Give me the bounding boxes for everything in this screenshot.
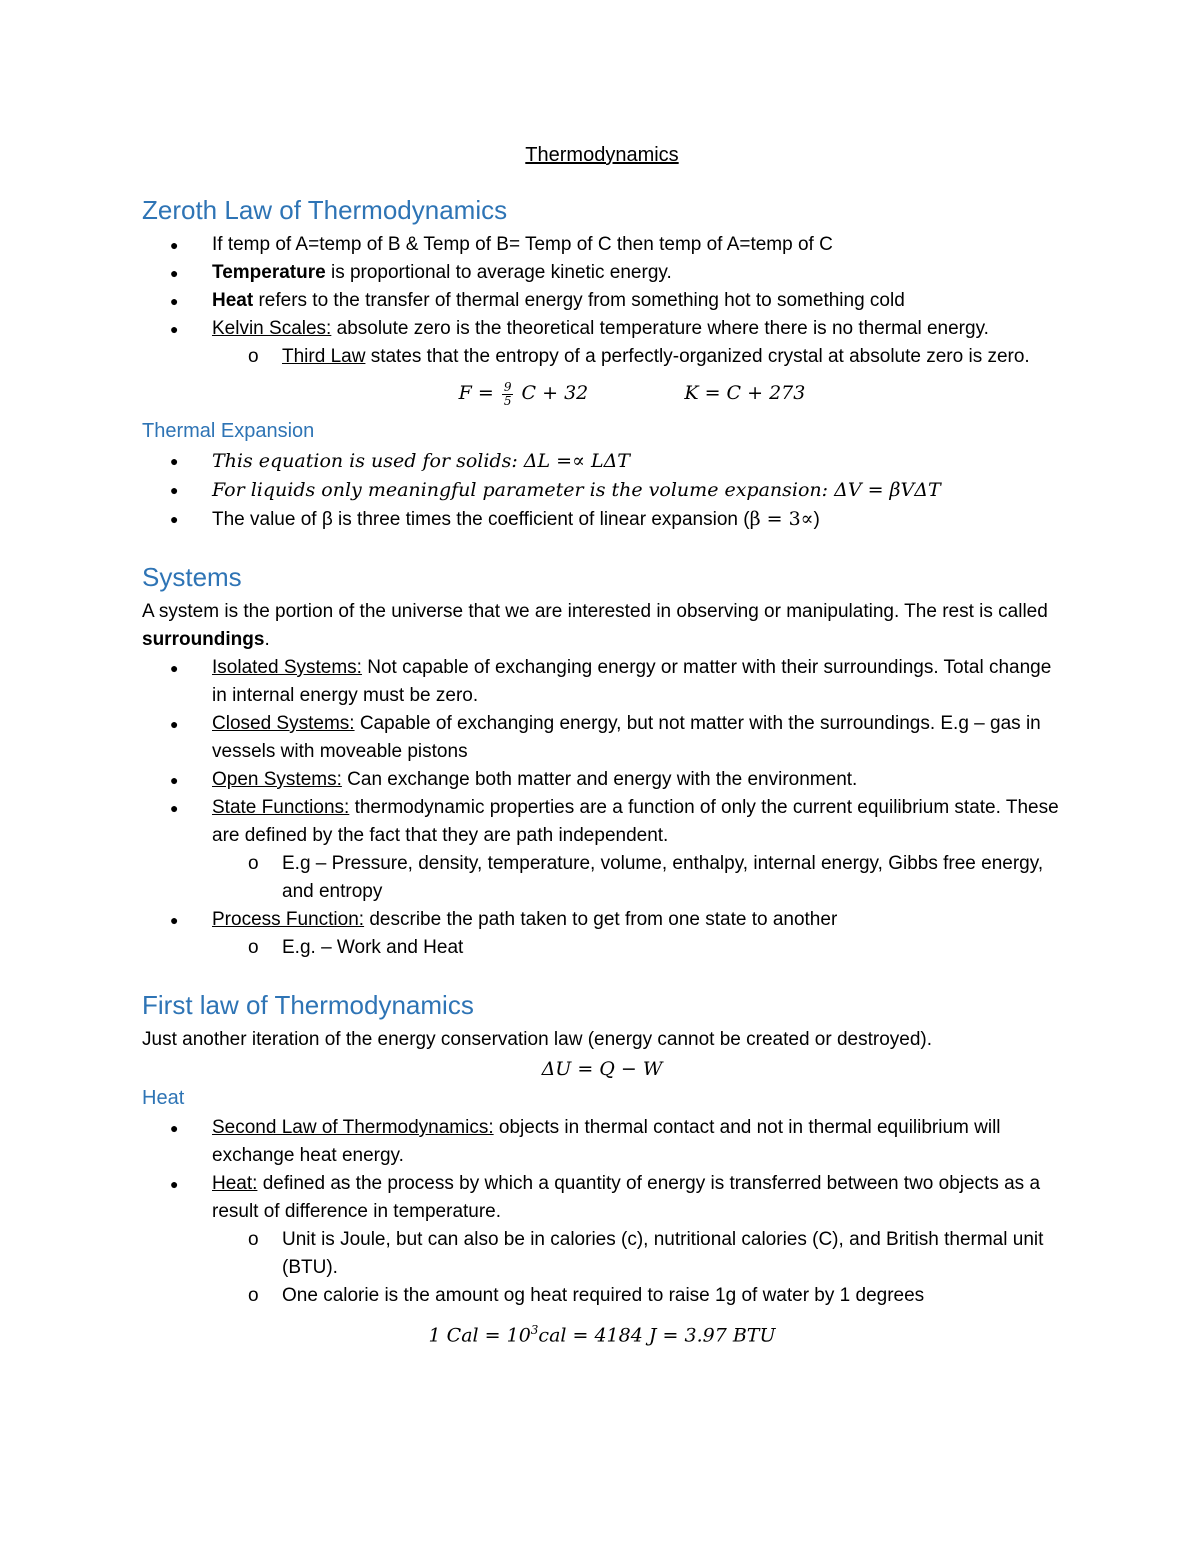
list-item (142, 259, 1062, 287)
sub-list-item: o One calorie is the amount og heat required to raise 1g of water by 1 degrees (212, 1282, 1062, 1310)
list-item (142, 476, 1062, 505)
sub-list (212, 343, 1062, 371)
list-item (142, 654, 1062, 710)
sub-list-item: o Unit is Joule, but can also be in calories (c), nutritional calories (C), and British thermal unit (BTU). (212, 1226, 1062, 1282)
term-process-function: Process Function: (212, 909, 365, 930)
first-law-intro: Just another iteration of the energy conservation law (energy cannot be created or destroyed). (142, 1029, 933, 1050)
sub-list (212, 1226, 1062, 1310)
term-closed-systems: Closed Systems: (212, 713, 355, 734)
systems-list (142, 654, 1062, 962)
equation-kelvin: K = C + 273 (684, 382, 806, 404)
paragraph-text: A system is the portion of the universe that we are interested in observing or manipulating. The rest is called (142, 601, 1048, 622)
list-item (142, 505, 1062, 534)
list-item-text: If temp of A=temp of B & Temp of B= Temp of C then temp of A=temp of C (212, 234, 833, 255)
heading-zeroth-law: Zeroth Law of Thermodynamics (142, 195, 508, 225)
fraction (502, 381, 514, 408)
equation-liquids: For liquids only meaningful parameter is the volume expansion: ΔV = βVΔT (212, 479, 941, 501)
zeroth-law-list (142, 231, 1062, 371)
list-item (142, 794, 1062, 906)
list-item (142, 1114, 1062, 1170)
term-heat-definition: Heat: (212, 1173, 258, 1194)
list-item-text: absolute zero is the theoretical temperature where there is no thermal energy. (331, 318, 989, 339)
temperature-conversion-equations (202, 375, 1062, 411)
equation-exponent: 3 (530, 1323, 539, 1337)
equation-part: C + 32 (521, 382, 589, 404)
document-page (142, 140, 1062, 1355)
fraction-numerator: 9 (503, 379, 512, 394)
term-isolated-systems: Isolated Systems: (212, 657, 362, 678)
list-item (142, 710, 1062, 766)
fraction-denominator: 5 (503, 393, 512, 408)
heading-systems: Systems (142, 562, 242, 592)
list-item-text: refers to the transfer of thermal energy from something hot to something cold (253, 290, 905, 311)
heat-list (142, 1114, 1062, 1310)
list-item-text: states that the entropy of a perfectly-organized crystal at absolute zero is zero. (365, 346, 1030, 367)
list-item-text: Can exchange both matter and energy with the environment. (341, 769, 858, 790)
equation-beta: β = 3∝ (749, 508, 814, 530)
list-item-text: The value of β is three times the coefficient of linear expansion ( (212, 509, 750, 530)
list-item (142, 447, 1062, 476)
equation-calorie (142, 1310, 1062, 1355)
heading-first-law: First law of Thermodynamics (142, 990, 474, 1020)
paragraph-text: . (264, 629, 270, 650)
list-item-text: describe the path taken to get from one state to another (364, 909, 838, 930)
list-item-text: ) (813, 509, 820, 530)
systems-intro (142, 598, 1062, 654)
equation-part: cal = 4184 J = 3.97 BTU (538, 1324, 776, 1347)
equation-part: F = (458, 382, 494, 404)
list-item-text: is proportional to average kinetic energy. (325, 262, 672, 283)
sub-list-item: o E.g. – Work and Heat (212, 934, 1062, 962)
term-open-systems: Open Systems: (212, 769, 342, 790)
list-item-text: defined as the process by which a quantity of energy is transferred between two objects as a result of difference in temperature. (212, 1173, 1041, 1222)
list-item (142, 287, 1062, 315)
list-item (142, 906, 1062, 962)
term-temperature: Temperature (212, 262, 326, 283)
list-item-text: Not capable of exchanging energy or matter with their surroundings. Total change in internal energy must be zero. (212, 657, 1052, 706)
list-item (142, 315, 1062, 371)
document-title: Thermodynamics (525, 144, 679, 166)
sub-list (212, 934, 1062, 962)
sub-list (212, 850, 1062, 906)
list-item (142, 231, 1062, 259)
term-surroundings: surroundings (142, 629, 265, 650)
term-kelvin-scales: Kelvin Scales: (212, 318, 332, 339)
equation-first-law: ΔU = Q − W (541, 1058, 663, 1080)
sub-list-item (212, 343, 1062, 371)
list-item (142, 1170, 1062, 1310)
term-second-law: Second Law of Thermodynamics: (212, 1117, 494, 1138)
heading-heat: Heat (142, 1087, 185, 1109)
equation-fahrenheit (458, 379, 595, 408)
term-state-functions: State Functions: (212, 797, 350, 818)
thermal-expansion-list (142, 447, 1062, 534)
sub-list-item: o E.g – Pressure, density, temperature, volume, enthalpy, internal energy, Gibbs free energy, and entropy (212, 850, 1062, 906)
term-heat: Heat (212, 290, 254, 311)
term-third-law: Third Law (282, 346, 366, 367)
heading-thermal-expansion: Thermal Expansion (142, 420, 315, 442)
list-item-text: objects in thermal contact and not in thermal equilibrium will exchange heat energy. (212, 1117, 1001, 1166)
equation-solids: This equation is used for solids: ΔL =∝ LΔT (212, 450, 630, 472)
equation-part: 1 Cal = 10 (428, 1324, 531, 1347)
list-item-text: Capable of exchanging energy, but not matter with the surroundings. E.g – gas in vessels with moveable pistons (212, 713, 1041, 762)
list-item (142, 766, 1062, 794)
list-item-text: thermodynamic properties are a function of only the current equilibrium state. These are defined by the fact that they are path independent. (212, 797, 1059, 846)
